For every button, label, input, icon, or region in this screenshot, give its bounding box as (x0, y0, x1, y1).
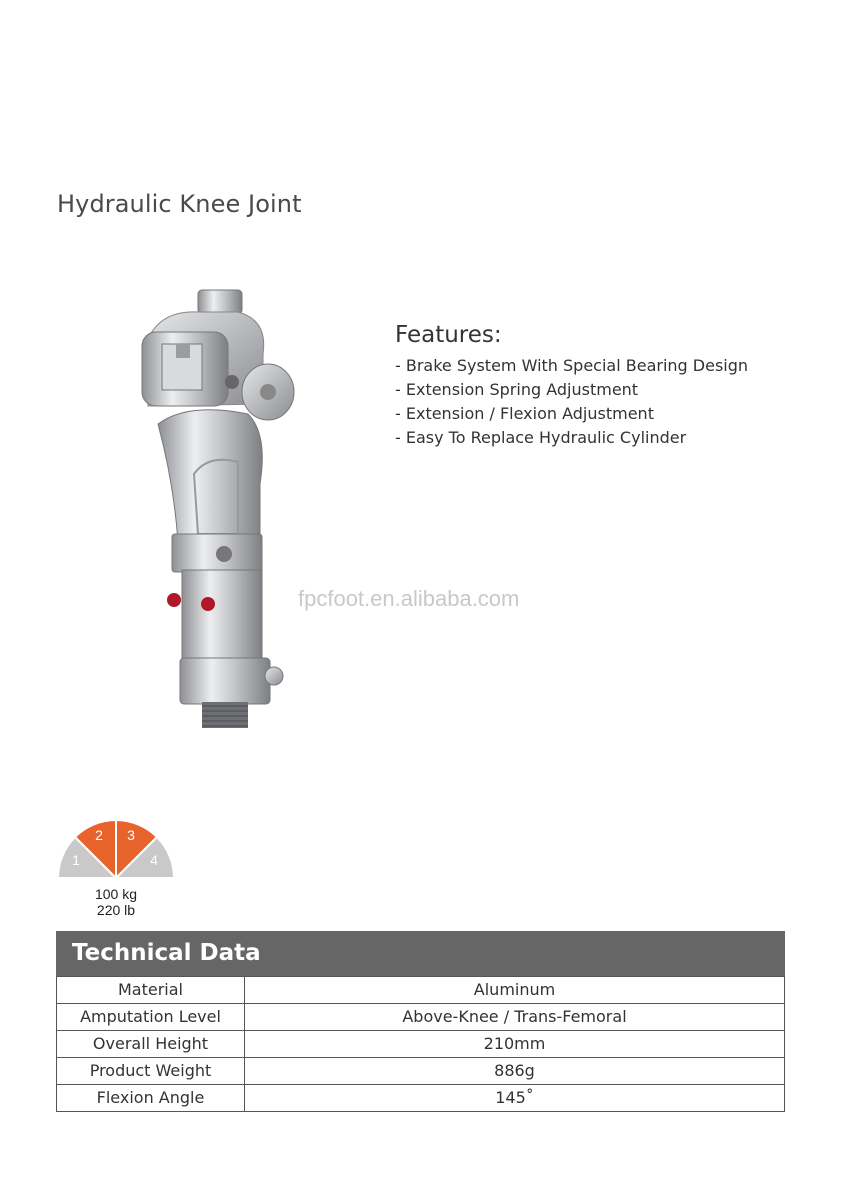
load-segment-label: 2 (95, 827, 103, 843)
table-row (57, 1031, 785, 1058)
load-weight-kg: 100 kg (94, 886, 138, 902)
technical-data-heading: Technical Data (56, 931, 785, 976)
feature-item: - Extension / Flexion Adjustment (395, 404, 654, 423)
spec-label: Amputation Level (57, 1004, 245, 1031)
features-heading: Features: (395, 322, 502, 348)
watermark: fpcfoot.en.alibaba.com (298, 586, 520, 611)
spec-value: 886g (245, 1058, 785, 1085)
technical-data-table (56, 976, 785, 1112)
features-list (395, 354, 748, 450)
load-segment-label: 3 (127, 827, 135, 843)
technical-data-section (56, 931, 785, 1112)
spec-label: Product Weight (57, 1058, 245, 1085)
load-rating-badge (56, 810, 176, 918)
table-row (57, 977, 785, 1004)
load-segment-label: 1 (72, 852, 80, 868)
spec-value: 145˚ (245, 1085, 785, 1112)
product-image (128, 284, 300, 732)
load-weight-lb: 220 lb (96, 902, 136, 918)
feature-item: - Easy To Replace Hydraulic Cylinder (395, 428, 687, 447)
page-title: Hydraulic Knee Joint (57, 190, 302, 219)
spec-value: Aluminum (245, 977, 785, 1004)
spec-value: 210mm (245, 1031, 785, 1058)
spec-value: Above-Knee / Trans-Femoral (245, 1004, 785, 1031)
load-level-icon (56, 810, 176, 882)
spec-label: Overall Height (57, 1031, 245, 1058)
table-row (57, 1085, 785, 1112)
table-row (57, 1058, 785, 1085)
feature-item: - Extension Spring Adjustment (395, 380, 639, 399)
table-row (57, 1004, 785, 1031)
spec-label: Material (57, 977, 245, 1004)
hydraulic-knee-joint-icon (128, 284, 300, 732)
feature-item: - Brake System With Special Bearing Design (395, 356, 749, 375)
features-section (395, 322, 748, 450)
load-segment-label: 4 (150, 852, 158, 868)
spec-label: Flexion Angle (57, 1085, 245, 1112)
